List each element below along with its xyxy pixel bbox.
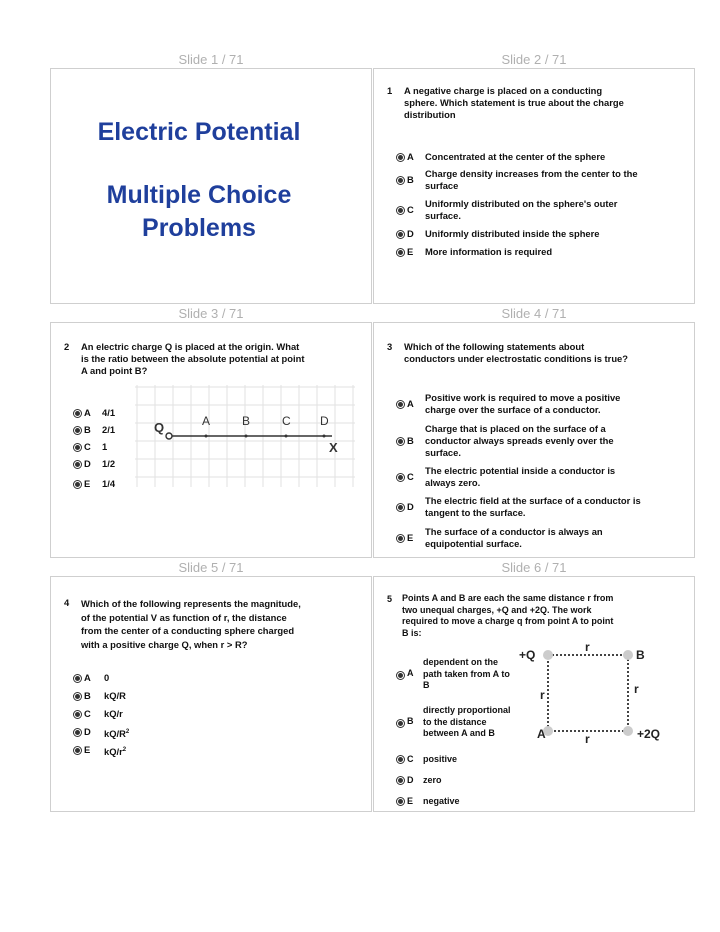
option-letter: A: [407, 398, 414, 409]
option-text: Concentrated at the center of the sphere: [425, 151, 606, 162]
option-text: B: [423, 680, 430, 690]
option-text: Positive work is required to move a positive: [425, 392, 621, 403]
radio-icon[interactable]: [396, 719, 405, 728]
question-line: sphere. Which statement is true about the charge: [404, 97, 624, 108]
label-r-right: r: [634, 682, 639, 696]
question-line: A and point B?: [81, 365, 148, 376]
radio-icon[interactable]: [396, 503, 405, 512]
option-exponent: 2: [122, 747, 127, 753]
option-text: Charge density increases from the center to the: [425, 168, 638, 179]
radio-icon[interactable]: [73, 710, 82, 719]
radio-icon[interactable]: [73, 692, 82, 701]
option-letter: D: [84, 458, 91, 469]
option-letter: B: [84, 424, 91, 435]
slide-3[interactable]: [50, 322, 372, 558]
label-plus-q: +Q: [519, 648, 536, 662]
question-line: A negative charge is placed on a conducting: [404, 85, 603, 96]
label-d: D: [320, 414, 329, 428]
option-text: always zero.: [425, 477, 481, 488]
option-text: The surface of a conductor is always an: [425, 526, 603, 537]
option-text: to the distance: [423, 716, 487, 727]
point-c-dot: [285, 435, 288, 438]
label-r-bottom: r: [585, 732, 590, 746]
label-a: A: [537, 727, 546, 741]
radio-icon[interactable]: [396, 400, 405, 409]
charge-axis-figure: [135, 385, 357, 489]
option-text: tangent to the surface.: [425, 507, 526, 518]
option-text: Uniformly distributed on the sphere's outer: [425, 198, 618, 209]
option-exponent: 2: [125, 729, 130, 735]
radio-icon[interactable]: [73, 728, 82, 737]
option-letter: A: [407, 151, 414, 162]
option-text: Uniformly distributed inside the sphere: [425, 228, 600, 239]
question-line: required to move a charge q from point A to point: [402, 616, 614, 626]
slide-2[interactable]: [373, 68, 695, 304]
question-number: 5: [387, 594, 393, 604]
option-text: 2/1: [102, 424, 116, 435]
option-text: zero: [423, 775, 442, 785]
question-line: distribution: [404, 109, 456, 120]
question-line: with a positive charge Q, when r > R?: [81, 638, 248, 650]
square-charges-figure: [512, 639, 690, 751]
option-letter: A: [407, 668, 414, 678]
radio-icon[interactable]: [73, 409, 82, 418]
radio-icon[interactable]: [73, 460, 82, 469]
slide-label-1: Slide 1 / 71: [178, 52, 244, 67]
radio-icon[interactable]: [396, 755, 405, 764]
option-letter: C: [84, 441, 91, 452]
question-line: is the ratio between the absolute potential at point: [81, 353, 305, 364]
radio-icon[interactable]: [73, 480, 82, 489]
option-letter: C: [407, 754, 414, 764]
option-text: 1: [102, 441, 108, 452]
option-text: charge over the surface of a conductor.: [425, 404, 601, 415]
point-b-marker: [623, 650, 633, 660]
question-line: Points A and B are each the same distance r from: [402, 593, 614, 603]
label-q: Q: [154, 420, 165, 435]
radio-icon[interactable]: [396, 153, 405, 162]
option-text: negative: [423, 796, 460, 806]
radio-icon[interactable]: [396, 230, 405, 239]
slide-label-6: Slide 6 / 71: [501, 560, 567, 575]
option-text: equipotential surface.: [425, 538, 522, 549]
option-text: 0: [104, 672, 110, 683]
option-text: kQ/r: [104, 746, 123, 758]
slide-label-5: Slide 5 / 71: [178, 560, 244, 575]
question-line: conductors under electrostatic conditions is true?: [404, 353, 628, 364]
radio-icon[interactable]: [73, 443, 82, 452]
option-text: between A and B: [423, 728, 495, 738]
radio-icon[interactable]: [396, 797, 405, 806]
question-line: from the center of a conducting sphere charged: [81, 625, 295, 636]
option-text: The electric potential inside a conductor is: [425, 465, 616, 476]
option-text: Charge that is placed on the surface of a: [425, 423, 606, 434]
option-letter: E: [407, 532, 414, 543]
slide-label-2: Slide 2 / 71: [501, 52, 567, 67]
option-text: 1/2: [102, 458, 116, 469]
slide-label-3: Slide 3 / 71: [178, 306, 244, 321]
option-text: surface.: [425, 447, 461, 458]
option-letter: D: [84, 726, 91, 737]
option-text: surface.: [425, 210, 461, 221]
radio-icon[interactable]: [396, 206, 405, 215]
option-letter: E: [407, 246, 414, 257]
option-letter: C: [407, 471, 414, 482]
question-number: 1: [387, 85, 393, 96]
option-text: directly proportional: [423, 705, 511, 715]
label-x: X: [329, 440, 338, 455]
option-text: kQ/R: [104, 690, 126, 701]
slide-6[interactable]: [373, 576, 695, 812]
option-text: dependent on the: [423, 657, 498, 667]
option-letter: C: [407, 204, 414, 215]
option-text: kQ/r: [104, 708, 123, 719]
option-letter: B: [84, 690, 91, 701]
radio-icon[interactable]: [396, 473, 405, 482]
radio-icon[interactable]: [73, 674, 82, 683]
slide-5[interactable]: [50, 576, 372, 812]
option-text: 1/4: [102, 478, 116, 489]
radio-icon[interactable]: [396, 176, 405, 185]
option-text: surface: [425, 180, 459, 191]
question-number: 4: [64, 597, 70, 608]
slide-4[interactable]: [373, 322, 695, 558]
option-letter: A: [84, 672, 91, 683]
option-letter: E: [84, 478, 91, 489]
radio-icon[interactable]: [73, 426, 82, 435]
slide-1[interactable]: [50, 68, 372, 304]
option-text: positive: [423, 754, 458, 764]
option-text: 4/1: [102, 407, 116, 418]
label-b: B: [242, 414, 251, 428]
question-number: 2: [64, 341, 70, 352]
slide-label-4: Slide 4 / 71: [501, 306, 567, 321]
option-letter: A: [84, 407, 91, 418]
point-b-dot: [245, 435, 248, 438]
option-letter: B: [407, 716, 414, 726]
question-line: An electric charge Q is placed at the origin. What: [81, 341, 300, 352]
charge-plus-q: [543, 650, 553, 660]
option-letter: E: [407, 796, 414, 806]
question-line: two unequal charges, +Q and +2Q. The work: [402, 604, 592, 615]
question-number: 3: [387, 341, 393, 352]
option-letter: B: [407, 174, 414, 185]
option-text: The electric field at the surface of a conductor is: [425, 495, 641, 506]
option-text: path taken from A to: [423, 668, 510, 679]
option-letter: D: [407, 775, 414, 785]
radio-icon[interactable]: [396, 671, 405, 680]
title-line-3: Problems: [142, 214, 256, 242]
option-letter: B: [407, 435, 414, 446]
title-line-2: Multiple Choice: [106, 181, 292, 209]
radio-icon[interactable]: [396, 776, 405, 785]
point-a-dot: [205, 435, 208, 438]
option-letter: D: [407, 501, 414, 512]
option-text: More information is required: [425, 246, 553, 257]
option-text: conductor always spreads evenly over the: [425, 435, 614, 446]
dotted-square: [548, 655, 628, 731]
point-d-dot: [323, 435, 326, 438]
question-line: of the potential V as function of r, the distance: [81, 611, 287, 623]
label-b: B: [636, 648, 645, 662]
label-r-left: r: [540, 688, 545, 702]
label-a: A: [202, 414, 211, 428]
radio-icon[interactable]: [396, 534, 405, 543]
charge-q: [166, 433, 172, 439]
label-plus-2q: +2Q: [637, 727, 661, 741]
label-r-top: r: [585, 640, 590, 654]
label-c: C: [282, 414, 291, 428]
option-letter: E: [84, 744, 91, 755]
radio-icon[interactable]: [396, 248, 405, 257]
option-letter: D: [407, 228, 414, 239]
radio-icon[interactable]: [396, 437, 405, 446]
question-line: Which of the following statements about: [404, 341, 585, 352]
title-line-1: Electric Potential: [97, 118, 301, 146]
option-letter: C: [84, 708, 91, 719]
question-line: B is:: [402, 627, 422, 638]
option-text: kQ/R: [104, 728, 126, 740]
charge-plus-2q: [623, 726, 633, 736]
radio-icon[interactable]: [73, 746, 82, 755]
question-line: Which of the following represents the magnitude,: [81, 598, 301, 609]
